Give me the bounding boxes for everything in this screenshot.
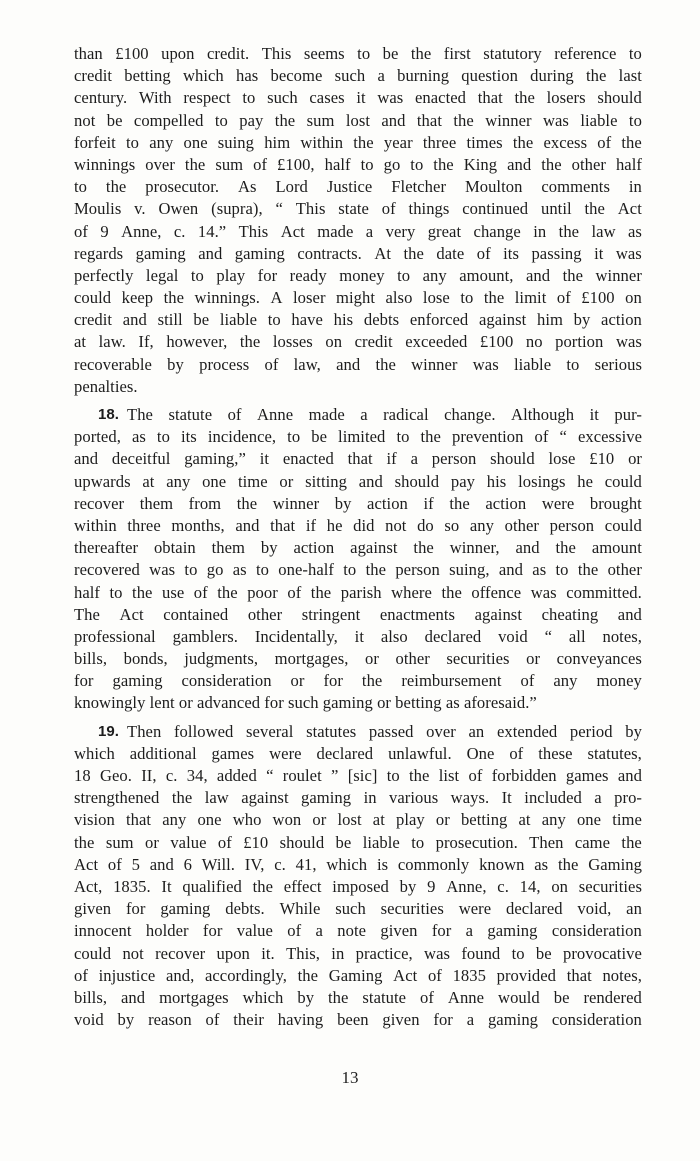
section-number: 19. xyxy=(98,722,120,740)
text-line: knowingly lent or advanced for such gaming or betting as aforesaid.” xyxy=(74,693,537,713)
paragraph-18 xyxy=(74,404,642,715)
text-line: than £100 upon credit. This seems to be the first statutory reference to xyxy=(74,44,642,63)
text-line: upwards at any one time or sitting and should pay his losings he could xyxy=(74,471,642,491)
text-line: credit and still be liable to have his debts enforced against him by action xyxy=(74,310,642,330)
paragraph-19 xyxy=(74,721,642,1032)
text-line: to the prosecutor. As Lord Justice Fletcher Moulton comments in xyxy=(74,177,642,197)
section-first-line: Then followed several statutes passed over an extended period by xyxy=(127,721,642,741)
text-line: winnings over the sum of £100, half to go to the King and the other half xyxy=(74,154,642,174)
text-line: innocent holder for value of a note given for a gaming consideration xyxy=(74,921,642,941)
text-line: recover them from the winner by action if the action were brought xyxy=(74,493,642,513)
text-line: professional gamblers. Incidentally, it also declared void “ all notes, xyxy=(74,626,642,646)
text-line: vision that any one who won or lost at play or betting at any one time xyxy=(74,810,642,830)
text-line: for gaming consideration or for the reimbursement of any money xyxy=(74,671,642,691)
text-line: at law. If, however, the losses on credit exceeded £100 no portion was xyxy=(74,332,642,352)
text-line: penalties. xyxy=(74,376,138,396)
text-line: bills, and mortgages which by the statute of Anne would be rendered xyxy=(74,987,642,1007)
text-line: and deceitful gaming,” it enacted that if a person should lose £10 or xyxy=(74,449,642,469)
text-line xyxy=(74,721,642,743)
text-line: Act of 5 and 6 Will. IV, c. 41, which is commonly known as the Gaming xyxy=(74,854,642,874)
text-line: which additional games were declared unlawful. One of these statutes, xyxy=(74,743,642,763)
text-line: forfeit to any one suing him within the year three times the excess of the xyxy=(74,132,642,152)
text-line: Act, 1835. It qualified the effect imposed by 9 Anne, c. 14, on securities xyxy=(74,876,642,896)
section-first-line: The statute of Anne made a radical change. Although it pur- xyxy=(127,405,642,424)
text-line: of injustice and, accordingly, the Gaming Act of 1835 provided that notes, xyxy=(74,965,642,985)
text-line: credit betting which has become such a burning question during the last xyxy=(74,66,642,86)
text-line: perfectly legal to play for ready money to any amount, and the winner xyxy=(74,265,642,285)
text-line: could keep the winnings. A loser might also lose to the limit of £100 on xyxy=(74,288,642,308)
text-line: ported, as to its incidence, to be limited to the prevention of “ excessive xyxy=(74,427,642,447)
text-line: void by reason of their having been given for a gaming consideration xyxy=(74,1010,642,1030)
text-line: The Act contained other stringent enactments against cheating and xyxy=(74,604,642,624)
text-line: recovered was to go as to one-half to the person suing, and as to the other xyxy=(74,560,642,580)
text-line: 18 Geo. II, c. 34, added “ roulet ” [sic] to the list of forbidden games and xyxy=(74,766,642,785)
text-line: century. With respect to such cases it was enacted that the losers should xyxy=(74,88,642,108)
text-line: Moulis v. Owen (supra), “ This state of things continued until the Act xyxy=(74,199,642,219)
text-line: half to the use of the poor of the parish where the offence was committed. xyxy=(74,582,642,602)
document-body xyxy=(74,43,642,1031)
text-line: recoverable by process of law, and the winner was liable to serious xyxy=(74,354,642,374)
text-line: could not recover upon it. This, in practice, was found to be provocative xyxy=(74,943,642,963)
page-number: 13 xyxy=(341,1068,359,1087)
text-line: within three months, and that if he did not do so any other person could xyxy=(74,515,642,535)
paragraph xyxy=(74,43,642,398)
text-line: not be compelled to pay the sum lost and that the winner was liable to xyxy=(74,110,642,130)
section-number: 18. xyxy=(98,406,120,423)
text-line: thereafter obtain them by action against the winner, and the amount xyxy=(74,538,642,558)
text-line: regards gaming and gaming contracts. At the date of its passing it was xyxy=(74,243,642,263)
text-line xyxy=(74,404,642,426)
text-line: of 9 Anne, c. 14.” This Act made a very great change in the law as xyxy=(74,221,642,241)
text-line: bills, bonds, judgments, mortgages, or other securities or conveyances xyxy=(74,649,642,669)
text-line: the sum or value of £10 should be liable to prosecution. Then came the xyxy=(74,832,642,852)
text-line: strengthened the law against gaming in various ways. It included a pro- xyxy=(74,788,642,808)
text-line: given for gaming debts. While such securities were declared void, an xyxy=(74,899,642,919)
